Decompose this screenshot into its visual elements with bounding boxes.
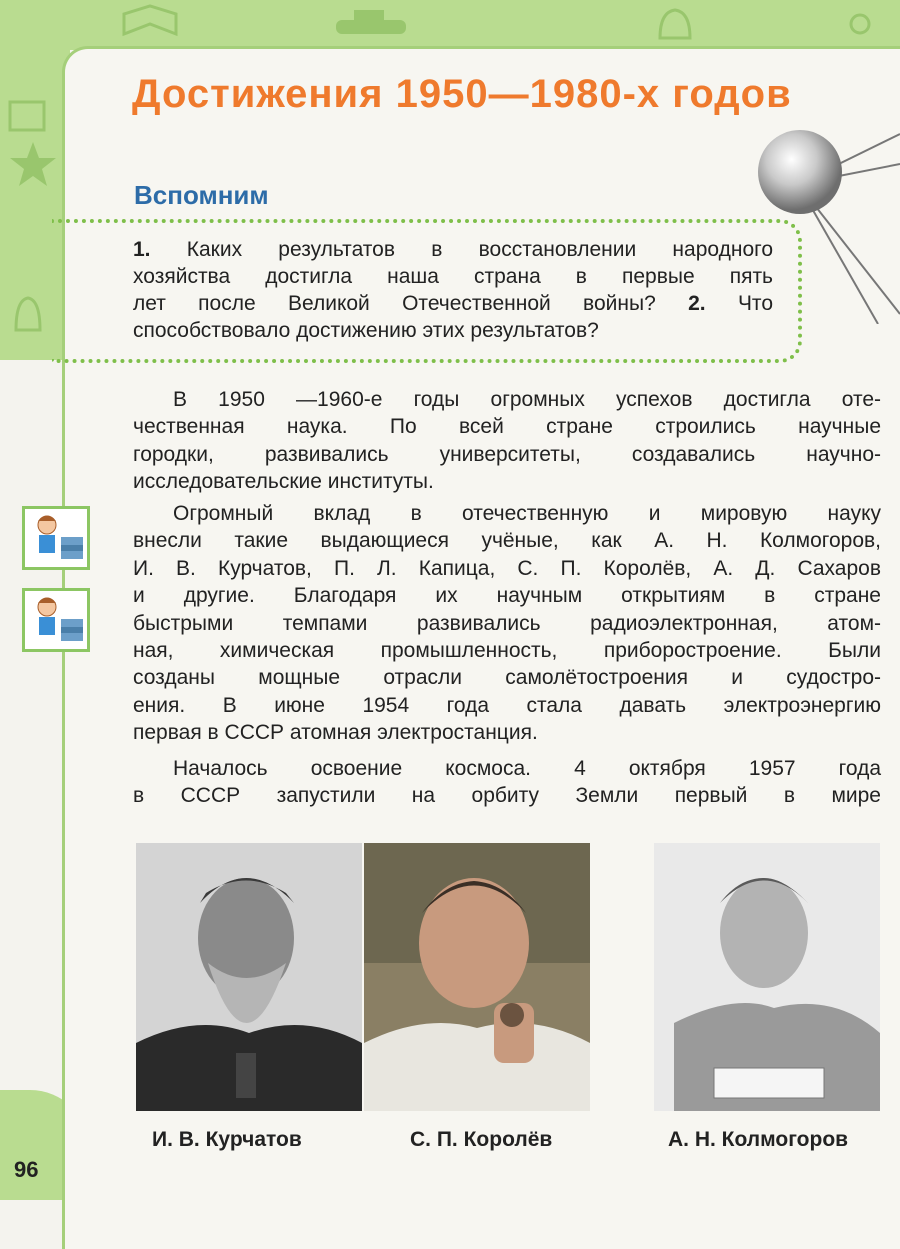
book-icon bbox=[6, 96, 50, 136]
question-line-4: способствовало достижению этих результатов? bbox=[133, 319, 599, 342]
paragraph-line: в СССР запустили на орбиту Земли первый в мире bbox=[133, 784, 881, 808]
star-icon bbox=[8, 140, 58, 190]
portrait-kolmogorov bbox=[654, 843, 880, 1111]
paragraph-line: Огромный вклад в отечественную и мировую науку bbox=[173, 502, 881, 525]
tank-icon bbox=[330, 4, 420, 40]
question-line-3-end: Что bbox=[737, 292, 773, 315]
paragraph-line: И. В. Курчатов, П. Л. Капица, С. П. Королёв, А. Д. Сахаров bbox=[133, 556, 881, 580]
paragraph-line: Началось освоение космоса. 4 октября 1957 года bbox=[173, 757, 881, 780]
question-1-number: 1. bbox=[133, 238, 151, 261]
caption-korolev: С. П. Королёв bbox=[410, 1128, 553, 1151]
paragraph-line: быстрыми темпами развивались радиоэлектронная, атом- bbox=[133, 611, 881, 635]
paragraph-3 bbox=[133, 755, 881, 810]
paragraph-line: городки, развивались университеты, создавались научно- bbox=[133, 442, 881, 466]
paragraph-line: В 1950 —1960-е годы огромных успехов достигла оте- bbox=[173, 388, 881, 411]
open-book-icon bbox=[120, 4, 180, 44]
paragraph-line: внесли такие выдающиеся учёные, как А. Н. Колмогоров, bbox=[133, 529, 881, 553]
page-number: 96 bbox=[14, 1157, 39, 1182]
caption-kolmogorov: А. Н. Колмогоров bbox=[668, 1128, 849, 1151]
paragraph-line: ения. В июне 1954 года стала давать электроэнергию bbox=[133, 693, 881, 717]
reading-child-icon bbox=[22, 588, 90, 652]
paragraph-2 bbox=[133, 500, 881, 747]
question-line-1: Каких результатов в восстановлении народного bbox=[186, 238, 773, 261]
paragraph-line: и другие. Благодаря их научным открытиям в стране bbox=[133, 584, 881, 608]
caption-kurchatov: И. В. Курчатов bbox=[152, 1128, 302, 1151]
paragraph-line: чественная наука. По всей стране строились научные bbox=[133, 415, 881, 439]
recall-title: Вспомним bbox=[134, 180, 269, 210]
bell-icon bbox=[8, 290, 48, 340]
paragraph-line: первая в СССР атомная электростанция. bbox=[133, 721, 538, 745]
page-title: Достижения 1950—1980-х годов bbox=[132, 72, 792, 116]
bell-top-icon bbox=[650, 4, 700, 44]
portrait-kurchatov bbox=[136, 843, 362, 1111]
question-line-3: лет после Великой Отечественной войны? bbox=[133, 292, 656, 315]
question-2-number: 2. bbox=[688, 292, 706, 315]
paragraph-1 bbox=[133, 386, 881, 496]
question-line-2: хозяйства достигла наша страна в первые пять bbox=[133, 265, 773, 288]
paragraph-line: ная, химическая промышленность, приборостроение. Были bbox=[133, 639, 881, 663]
portrait-korolev bbox=[364, 843, 590, 1111]
paragraph-line: созданы мощные отрасли самолётостроения и судостро- bbox=[133, 666, 881, 690]
recall-questions bbox=[133, 236, 773, 344]
paragraph-line: исследовательские институты. bbox=[133, 470, 434, 494]
sun-icon bbox=[840, 4, 880, 44]
reading-child-icon bbox=[22, 506, 90, 570]
